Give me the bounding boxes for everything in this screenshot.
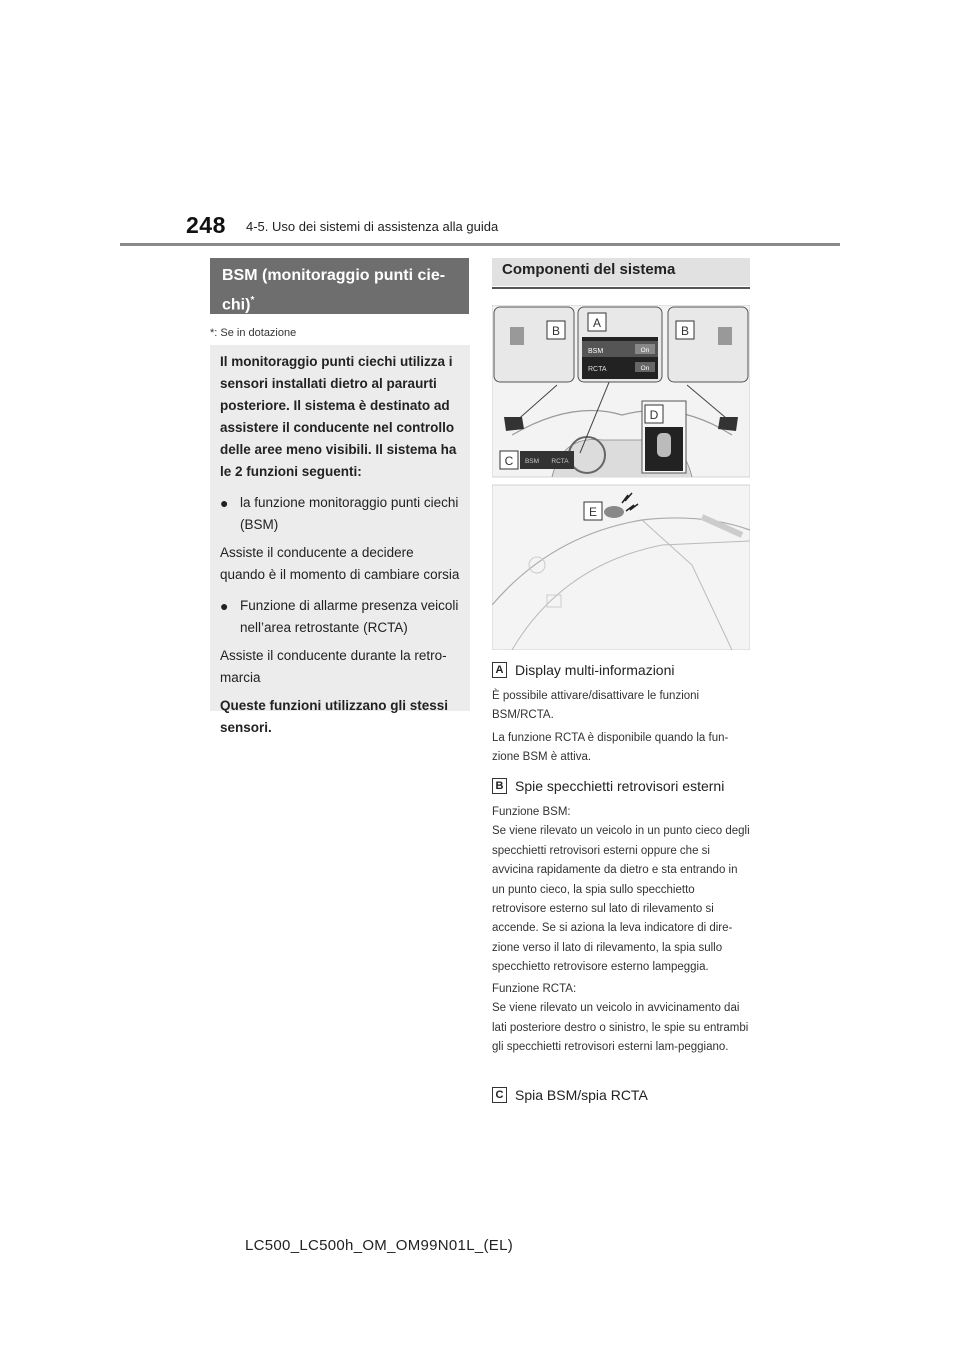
components-heading: Componenti del sistema bbox=[492, 258, 750, 286]
label-a: A bbox=[592, 316, 602, 330]
footer-doc-code: LC500_LC500h_OM_OM99N01L_(EL) bbox=[245, 1237, 514, 1254]
display-bsm-label: BSM bbox=[588, 348, 604, 355]
rcta-function-label: Funzione RCTA: bbox=[492, 983, 577, 995]
badge-a: A bbox=[492, 662, 507, 678]
badge-b: B bbox=[492, 778, 507, 794]
bullet-bsm bbox=[220, 492, 460, 536]
bullet-icon: ● bbox=[220, 598, 229, 614]
item-b bbox=[492, 778, 724, 794]
item-b-title: Spie specchietti retrovisori esterni bbox=[515, 778, 725, 794]
display-rcta-label: RCTA bbox=[588, 366, 607, 373]
indicator-rcta: RCTA bbox=[551, 458, 569, 465]
bullet-rcta bbox=[220, 595, 460, 639]
item-a-title: Display multi-informazioni bbox=[515, 662, 675, 678]
label-b-right: B bbox=[680, 324, 690, 338]
bsm-heading bbox=[210, 258, 469, 314]
page-number: 248 bbox=[186, 212, 226, 238]
item-a bbox=[492, 662, 675, 678]
label-c: C bbox=[504, 454, 514, 468]
item-b-p1 bbox=[492, 803, 752, 978]
item-a-p2: La funzione RCTA è disponibile quando la fun-zione BSM è attiva. bbox=[492, 732, 729, 764]
badge-c: C bbox=[492, 1087, 507, 1103]
bullet-icon: ● bbox=[220, 495, 229, 511]
bsm-heading-mark: * bbox=[250, 295, 255, 306]
bsm-intro: Il monitoraggio punti ciechi utilizza i sensori installati dietro al paraurti posteriore. Il sistema è destinato ad assistere il conducente nel controllo delle aree meno visibili. Il sistema ha le 2 funzioni seguenti: bbox=[220, 354, 457, 479]
rcta-function-desc: Se viene rilevato un veicolo in avvicinamento dai lati posteriore destro o sinistro, le spie su entrambi gli specchietti retrovisori esterni lam-peggiano. bbox=[492, 1002, 749, 1054]
bsm-function-desc: Se viene rilevato un veicolo in un punto cieco degli specchietti retrovisori esterni oppure che si avvicina rapidamente da dietro e sta entrando in un punto cieco, la spia sullo specchietto retrovisore esterno sul lato di rilevamento si accende. Se si aziona la leva indicatore di dire-zione verso il lato di rilevamento, la spia sullo specchietto retrovisore esterno lampeggia. bbox=[492, 825, 750, 974]
item-c-title: Spia BSM/spia RCTA bbox=[515, 1087, 648, 1103]
display-rcta-value: On bbox=[640, 365, 650, 372]
item-a-p1: È possibile attivare/disattivare le funzioni BSM/RCTA. bbox=[492, 690, 700, 722]
bullet-rcta-desc: Assiste il conducente durante la retro-marcia bbox=[220, 648, 447, 685]
indicator-bsm: BSM bbox=[524, 458, 540, 465]
label-d: D bbox=[649, 408, 659, 422]
header-rule bbox=[120, 243, 840, 246]
bullet-rcta-text: Funzione di allarme presenza veicoli nell’area retrostante (RCTA) bbox=[240, 598, 459, 635]
bsm-function-label: Funzione BSM: bbox=[492, 806, 571, 818]
item-b-p2 bbox=[492, 980, 752, 1058]
display-bsm-value: On bbox=[640, 347, 650, 354]
bsm-heading-line1: BSM (monitoraggio punti cie- bbox=[222, 267, 446, 284]
label-b-left: B bbox=[551, 324, 561, 338]
components-rule bbox=[492, 287, 750, 289]
footnote: *: Se in dotazione bbox=[210, 327, 297, 339]
section-title: 4-5. Uso dei sistemi di assistenza alla guida bbox=[246, 219, 499, 234]
label-e: E bbox=[588, 505, 598, 519]
item-c bbox=[492, 1087, 648, 1103]
sensors-note: Queste funzioni utilizzano gli stessi sensori. bbox=[220, 698, 449, 735]
bsm-info-box bbox=[210, 345, 470, 735]
bullet-bsm-desc: Assiste il conducente a decidere quando è il momento di cambiare corsia bbox=[220, 545, 460, 582]
bsm-heading-line2: chi) bbox=[222, 296, 251, 314]
bullet-bsm-text: la funzione monitoraggio punti ciechi (BSM) bbox=[240, 495, 459, 532]
system-components-figure bbox=[492, 305, 750, 650]
